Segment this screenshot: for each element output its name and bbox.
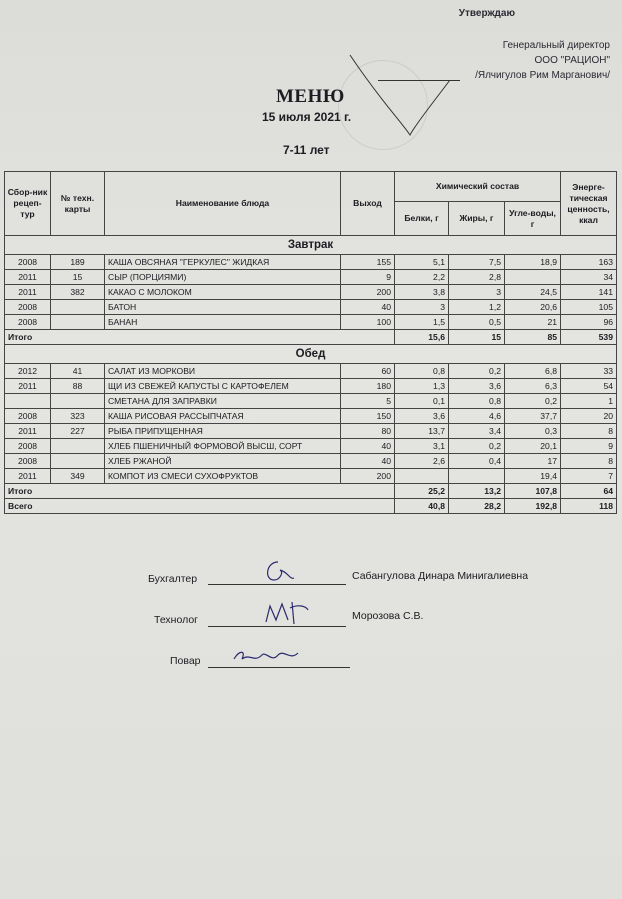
cell-dish: СЫР (ПОРЦИЯМИ) xyxy=(105,270,341,285)
total-label: Всего xyxy=(5,499,395,514)
table-row xyxy=(5,454,617,469)
cell-card xyxy=(51,454,105,469)
table-row xyxy=(5,424,617,439)
cell-fat xyxy=(449,469,505,484)
cell-output: 40 xyxy=(341,454,395,469)
cell-card: 189 xyxy=(51,255,105,270)
col-fat-header: Жиры, г xyxy=(449,202,505,236)
cell-fat: 3 xyxy=(449,285,505,300)
cell-carbs: 37,7 xyxy=(505,409,561,424)
cell-collection: 2012 xyxy=(5,364,51,379)
cell-collection: 2011 xyxy=(5,379,51,394)
cell-dish: ЩИ ИЗ СВЕЖЕЙ КАПУСТЫ С КАРТОФЕЛЕМ xyxy=(105,379,341,394)
cell-energy: 34 xyxy=(561,270,617,285)
cell-dish: КАША ОВСЯНАЯ "ГЕРКУЛЕС" ЖИДКАЯ xyxy=(105,255,341,270)
cell-card xyxy=(51,439,105,454)
cell-carbs: 0,2 xyxy=(505,394,561,409)
cell-fat: 1,2 xyxy=(449,300,505,315)
cell-protein: 2,6 xyxy=(395,454,449,469)
menu-table xyxy=(4,171,617,514)
total-protein: 40,8 xyxy=(395,499,449,514)
cell-energy: 7 xyxy=(561,469,617,484)
table-row xyxy=(5,379,617,394)
col-dish-header: Наименование блюда xyxy=(105,172,341,236)
cell-card xyxy=(51,300,105,315)
signature-role: Технолог xyxy=(154,614,199,626)
cell-carbs: 19,4 xyxy=(505,469,561,484)
approval-name: /Ялчигулов Рим Марганович/ xyxy=(475,70,610,81)
table-row xyxy=(5,409,617,424)
section-label: Завтрак xyxy=(5,236,617,255)
total-fat: 28,2 xyxy=(449,499,505,514)
cell-card: 349 xyxy=(51,469,105,484)
total-carbs: 85 xyxy=(505,330,561,345)
cell-output: 200 xyxy=(341,469,395,484)
col-collection-header: Сбор-ник рецеп-тур xyxy=(5,172,51,236)
cell-protein: 1,3 xyxy=(395,379,449,394)
cell-output: 155 xyxy=(341,255,395,270)
cell-card: 41 xyxy=(51,364,105,379)
section-row xyxy=(5,236,617,255)
cell-dish: ХЛЕБ РЖАНОЙ xyxy=(105,454,341,469)
cell-dish: СМЕТАНА ДЛЯ ЗАПРАВКИ xyxy=(105,394,341,409)
cell-fat: 0,4 xyxy=(449,454,505,469)
cell-carbs xyxy=(505,270,561,285)
menu-table-body xyxy=(5,236,617,514)
cell-collection: 2011 xyxy=(5,285,51,300)
director-signature xyxy=(340,40,460,160)
cell-protein: 3,1 xyxy=(395,439,449,454)
total-protein: 25,2 xyxy=(395,484,449,499)
cell-collection: 2011 xyxy=(5,469,51,484)
cell-carbs: 21 xyxy=(505,315,561,330)
cell-protein: 5,1 xyxy=(395,255,449,270)
cell-dish: ХЛЕБ ПШЕНИЧНЫЙ ФОРМОВОЙ ВЫСШ, СОРТ xyxy=(105,439,341,454)
cell-carbs: 6,3 xyxy=(505,379,561,394)
cell-collection: 2008 xyxy=(5,454,51,469)
total-energy: 118 xyxy=(561,499,617,514)
cell-collection: 2011 xyxy=(5,270,51,285)
cell-card xyxy=(51,315,105,330)
cell-dish: БАТОН xyxy=(105,300,341,315)
cell-energy: 163 xyxy=(561,255,617,270)
cell-fat: 7,5 xyxy=(449,255,505,270)
cell-energy: 105 xyxy=(561,300,617,315)
cell-output: 9 xyxy=(341,270,395,285)
cell-dish: КАША РИСОВАЯ РАССЫПЧАТАЯ xyxy=(105,409,341,424)
menu-title: МЕНЮ xyxy=(276,86,345,107)
cell-energy: 20 xyxy=(561,409,617,424)
cell-card: 227 xyxy=(51,424,105,439)
cell-energy: 141 xyxy=(561,285,617,300)
cell-collection: 2008 xyxy=(5,409,51,424)
cell-energy: 1 xyxy=(561,394,617,409)
signature-name: Сабангулова Динара Минигалиевна xyxy=(352,570,529,582)
cell-card: 323 xyxy=(51,409,105,424)
table-row xyxy=(5,439,617,454)
col-chem-header: Химический состав xyxy=(395,172,561,202)
total-carbs: 192,8 xyxy=(505,499,561,514)
cell-protein: 2,2 xyxy=(395,270,449,285)
cell-protein xyxy=(395,469,449,484)
signature-line xyxy=(208,626,346,627)
table-row xyxy=(5,315,617,330)
col-card-header: № техн. карты xyxy=(51,172,105,236)
total-label: Итого xyxy=(5,484,395,499)
cell-card xyxy=(51,394,105,409)
total-energy: 539 xyxy=(561,330,617,345)
section-row xyxy=(5,345,617,364)
total-carbs: 107,8 xyxy=(505,484,561,499)
col-output-header: Выход xyxy=(341,172,395,236)
cell-output: 200 xyxy=(341,285,395,300)
total-row xyxy=(5,484,617,499)
cell-dish: БАНАН xyxy=(105,315,341,330)
cell-output: 150 xyxy=(341,409,395,424)
cell-dish: КАКАО С МОЛОКОМ xyxy=(105,285,341,300)
approval-title: Утверждаю xyxy=(458,8,515,19)
cell-carbs: 18,9 xyxy=(505,255,561,270)
cell-protein: 3,6 xyxy=(395,409,449,424)
cell-fat: 0,8 xyxy=(449,394,505,409)
cell-energy: 96 xyxy=(561,315,617,330)
cell-fat: 4,6 xyxy=(449,409,505,424)
cell-fat: 0,2 xyxy=(449,439,505,454)
approval-org: ООО "РАЦИОН" xyxy=(534,55,610,66)
total-protein: 15,6 xyxy=(395,330,449,345)
cell-fat: 3,4 xyxy=(449,424,505,439)
cell-carbs: 0,3 xyxy=(505,424,561,439)
cell-collection: 2008 xyxy=(5,255,51,270)
cell-protein: 0,1 xyxy=(395,394,449,409)
cell-carbs: 17 xyxy=(505,454,561,469)
approval-position: Генеральный директор xyxy=(502,40,610,51)
total-fat: 15 xyxy=(449,330,505,345)
cell-protein: 13,7 xyxy=(395,424,449,439)
cell-output: 40 xyxy=(341,300,395,315)
cell-energy: 54 xyxy=(561,379,617,394)
cell-protein: 0,8 xyxy=(395,364,449,379)
accountant-signature xyxy=(258,558,298,588)
cell-carbs: 20,6 xyxy=(505,300,561,315)
cell-output: 60 xyxy=(341,364,395,379)
cell-energy: 8 xyxy=(561,424,617,439)
table-row xyxy=(5,285,617,300)
cell-carbs: 6,8 xyxy=(505,364,561,379)
cell-energy: 33 xyxy=(561,364,617,379)
cell-dish: РЫБА ПРИПУЩЕННАЯ xyxy=(105,424,341,439)
table-row xyxy=(5,255,617,270)
cell-output: 80 xyxy=(341,424,395,439)
cell-output: 40 xyxy=(341,439,395,454)
section-label: Обед xyxy=(5,345,617,364)
table-row xyxy=(5,364,617,379)
cell-carbs: 20,1 xyxy=(505,439,561,454)
cell-output: 100 xyxy=(341,315,395,330)
cell-dish: КОМПОТ ИЗ СМЕСИ СУХОФРУКТОВ xyxy=(105,469,341,484)
age-group: 7-11 лет xyxy=(283,143,330,157)
cell-fat: 0,5 xyxy=(449,315,505,330)
signature-name: Морозова С.В. xyxy=(352,610,424,622)
table-row xyxy=(5,394,617,409)
cook-signature xyxy=(232,645,302,670)
technologist-signature xyxy=(262,598,312,628)
col-energy-header: Энерге-тическая ценность, ккал xyxy=(561,172,617,236)
total-fat: 13,2 xyxy=(449,484,505,499)
col-protein-header: Белки, г xyxy=(395,202,449,236)
cell-dish: САЛАТ ИЗ МОРКОВИ xyxy=(105,364,341,379)
cell-card: 15 xyxy=(51,270,105,285)
cell-output: 5 xyxy=(341,394,395,409)
table-row xyxy=(5,300,617,315)
cell-energy: 8 xyxy=(561,454,617,469)
total-energy: 64 xyxy=(561,484,617,499)
total-row xyxy=(5,330,617,345)
menu-date: 15 июля 2021 г. xyxy=(262,110,352,124)
cell-card: 382 xyxy=(51,285,105,300)
cell-protein: 3,8 xyxy=(395,285,449,300)
cell-protein: 1,5 xyxy=(395,315,449,330)
cell-fat: 0,2 xyxy=(449,364,505,379)
cell-collection: 2008 xyxy=(5,300,51,315)
cell-collection: 2011 xyxy=(5,424,51,439)
total-row xyxy=(5,499,617,514)
approval-block xyxy=(459,6,610,83)
signature-role: Повар xyxy=(170,655,201,667)
cell-output: 180 xyxy=(341,379,395,394)
cell-protein: 3 xyxy=(395,300,449,315)
col-carbs-header: Угле-воды, г xyxy=(505,202,561,236)
cell-carbs: 24,5 xyxy=(505,285,561,300)
cell-fat: 3,6 xyxy=(449,379,505,394)
cell-collection xyxy=(5,394,51,409)
cell-card: 88 xyxy=(51,379,105,394)
table-row xyxy=(5,469,617,484)
signature-line xyxy=(208,584,346,585)
total-label: Итого xyxy=(5,330,395,345)
cell-energy: 9 xyxy=(561,439,617,454)
cell-fat: 2,8 xyxy=(449,270,505,285)
table-row xyxy=(5,270,617,285)
cell-collection: 2008 xyxy=(5,439,51,454)
signature-role: Бухгалтер xyxy=(148,573,198,585)
cell-collection: 2008 xyxy=(5,315,51,330)
signature-line xyxy=(208,667,350,668)
